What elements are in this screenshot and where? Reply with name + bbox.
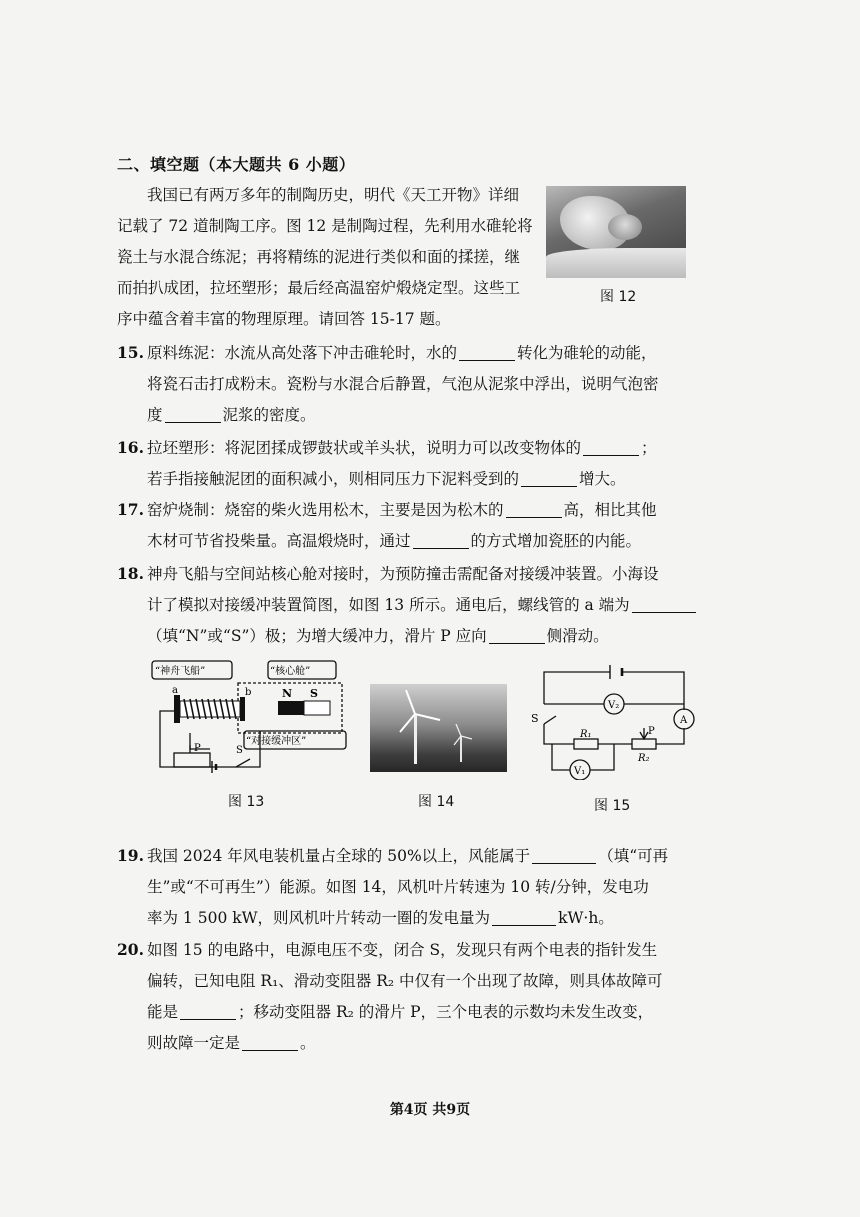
solenoid-end-a xyxy=(174,695,180,723)
intro-line: 而拍扒成团，拉坯塑形；最后经高温窑炉煅烧定型。这些工 xyxy=(117,279,521,297)
question-number: 18. xyxy=(117,564,144,583)
label-switch: S xyxy=(236,745,243,756)
question-text: 窑炉烧制：烧窑的柴火选用松木，主要是因为松木的 xyxy=(147,501,504,519)
question-text: （填“可再 xyxy=(598,847,669,865)
resistor-r2: R₂ xyxy=(638,753,650,764)
question-number: 15. xyxy=(117,343,144,362)
question-text: 神舟飞船与空间站核心舱对接时，为预防撞击需配备对接缓冲装置。小海设 xyxy=(147,565,659,583)
question-text: 我国 2024 年风电装机量占全球的 50%以上，风能属于 xyxy=(147,847,531,865)
label-core: “核心舱” xyxy=(270,666,311,677)
section-title: 二、填空题（本大题共 6 小题） xyxy=(117,155,356,174)
magnet-s xyxy=(304,701,330,715)
intro-line: 记载了 72 道制陶工序。图 12 是制陶过程，先利用水碓轮将 xyxy=(117,217,533,235)
answer-blank[interactable] xyxy=(165,404,221,423)
question-number: 20. xyxy=(117,940,144,959)
question-17 xyxy=(117,494,737,557)
solenoid-end-b xyxy=(240,697,245,721)
voltmeter-v1: V₁ xyxy=(574,766,586,777)
question-text: 则故障一定是 xyxy=(147,1034,241,1052)
answer-blank[interactable] xyxy=(242,1032,298,1051)
page-footer: 第4页 共9页 xyxy=(389,1102,471,1118)
intro-line: 瓷土与水混合练泥；再将精练的泥进行类似和面的揉搓，继 xyxy=(117,248,521,266)
answer-blank[interactable] xyxy=(489,625,545,644)
answer-blank[interactable] xyxy=(583,437,639,456)
magnet-n xyxy=(278,701,304,715)
question-text: 高，相比其他 xyxy=(563,501,657,519)
question-text: 度 xyxy=(147,406,163,424)
answer-blank[interactable] xyxy=(492,907,556,926)
question-number: 19. xyxy=(117,846,144,865)
question-text: 率为 1 500 kW，则风机叶片转动一圈的发电量为 xyxy=(147,909,491,927)
label-s: S xyxy=(310,687,318,700)
label-b: b xyxy=(245,687,252,698)
voltmeter-v2: V₂ xyxy=(608,700,620,711)
question-text: 侧滑动。 xyxy=(546,627,609,645)
question-18 xyxy=(117,558,737,652)
question-15 xyxy=(117,337,737,431)
question-text: 木材可节省投柴量。高温煅烧时，通过 xyxy=(147,532,411,550)
question-text: 将瓷石击打成粉末。瓷粉与水混合后静置，气泡从泥浆中浮出，说明气泡密 xyxy=(147,375,659,393)
question-text: 若手指接触泥团的面积减小，则相同压力下泥料受到的 xyxy=(147,470,520,488)
question-text: 的方式增加瓷胚的内能。 xyxy=(470,532,642,550)
question-text: 拉坯塑形：将泥团揉成锣鼓状或羊头状，说明力可以改变物体的 xyxy=(147,439,582,457)
question-number: 17. xyxy=(117,500,144,519)
intro-paragraph xyxy=(117,180,545,335)
answer-blank[interactable] xyxy=(459,342,515,361)
switch-s: S xyxy=(531,712,539,725)
question-16 xyxy=(117,432,737,495)
figure-15-circuit xyxy=(528,662,703,780)
question-text: 如图 15 的电路中，电源电压不变，闭合 S，发现只有两个电表的指针发生 xyxy=(147,941,658,959)
slider-resistor xyxy=(174,753,210,767)
figure-12-pottery-photo xyxy=(546,186,686,278)
question-text: 增大。 xyxy=(579,470,626,488)
answer-blank[interactable] xyxy=(632,594,696,613)
figure-14-caption: 图 14 xyxy=(418,794,455,810)
label-ship: “神舟飞船” xyxy=(155,666,206,677)
label-a: a xyxy=(172,685,178,696)
question-text: 泥浆的密度。 xyxy=(222,406,316,424)
question-text: 。 xyxy=(300,1034,316,1052)
question-text: 计了模拟对接缓冲装置简图，如图 13 所示。通电后，螺线管的 a 端为 xyxy=(147,596,630,614)
label-n: N xyxy=(282,687,293,700)
question-20 xyxy=(117,934,737,1059)
answer-blank[interactable] xyxy=(532,845,596,864)
question-text: ；移动变阻器 R₂ 的滑片 P，三个电表的示数均未发生改变， xyxy=(238,1003,654,1021)
figure-13-caption: 图 13 xyxy=(228,794,265,810)
resistor-r1: R₁ xyxy=(580,729,592,740)
label-zone: “对接缓冲区” xyxy=(246,736,307,747)
question-text: 转化为碓轮的动能， xyxy=(517,344,657,362)
slider-p: P xyxy=(648,726,655,737)
label-p: P xyxy=(194,743,201,754)
question-text: （填“N”或“S”）极；为增大缓冲力，滑片 P 应向 xyxy=(147,627,487,645)
question-text: 偏转，已知电阻 R₁、滑动变阻器 R₂ 中仅有一个出现了故障，则具体故障可 xyxy=(147,972,663,990)
switch-lever xyxy=(236,759,250,767)
figure-12-caption: 图 12 xyxy=(600,289,637,305)
answer-blank[interactable] xyxy=(180,1001,236,1020)
ammeter-a: A xyxy=(680,715,688,726)
answer-blank[interactable] xyxy=(413,530,469,549)
answer-blank[interactable] xyxy=(506,499,562,518)
question-text: 能是 xyxy=(147,1003,179,1021)
question-text: 原料练泥：水流从高处落下冲击碓轮时，水的 xyxy=(147,344,458,362)
question-text: ； xyxy=(641,439,657,457)
question-text: kW·h。 xyxy=(558,909,614,927)
figure-14-wind-turbine-photo xyxy=(370,684,507,772)
question-19 xyxy=(117,840,737,934)
question-number: 16. xyxy=(117,438,144,457)
figure-15-caption: 图 15 xyxy=(594,798,631,814)
intro-line: 序中蕴含着丰富的物理原理。请回答 15-17 题。 xyxy=(117,310,451,328)
question-text: 生”或“不可再生”）能源。如图 14，风机叶片转速为 10 转/分钟，发电功 xyxy=(147,878,649,896)
figure-13-docking-circuit xyxy=(150,657,350,777)
answer-blank[interactable] xyxy=(521,468,577,487)
intro-line: 我国已有两万多年的制陶历史，明代《天工开物》详细 xyxy=(147,186,520,204)
